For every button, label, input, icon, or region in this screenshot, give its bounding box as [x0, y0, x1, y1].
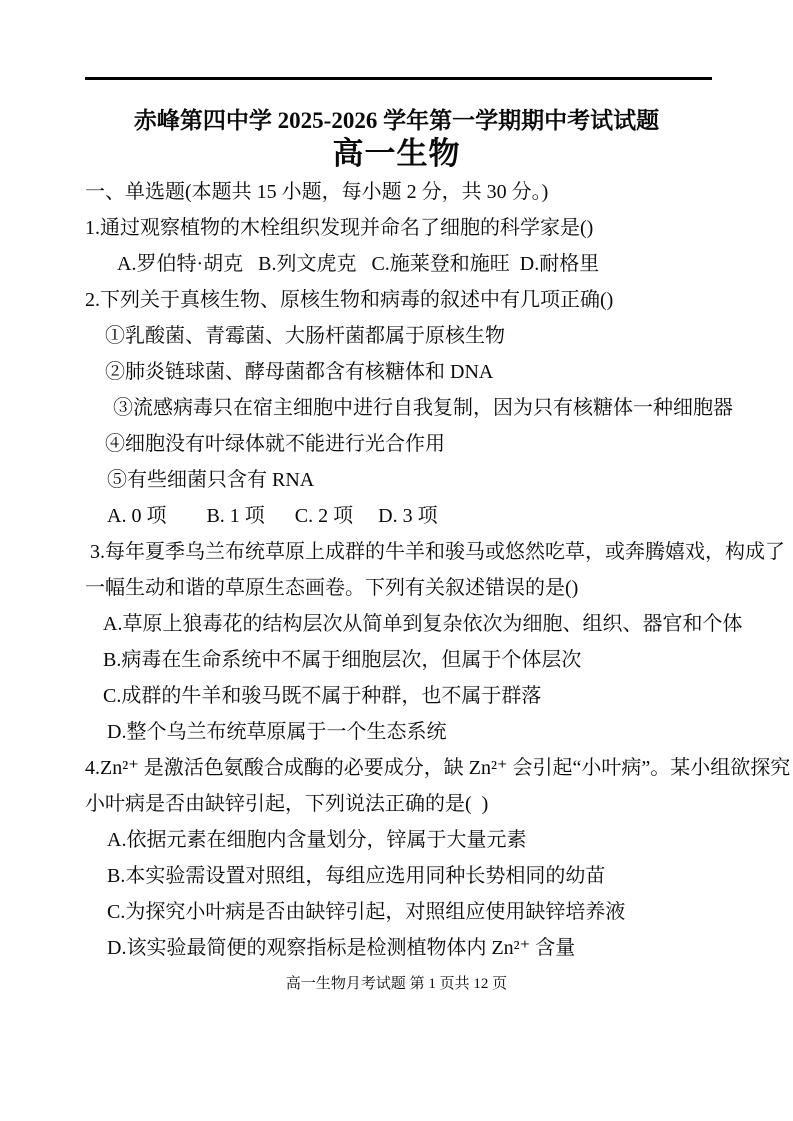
- header-rule: [85, 77, 712, 80]
- subject-title: 高一生物: [332, 136, 461, 171]
- question-1-stem: 1.通过观察植物的木栓组织发现并命名了细胞的科学家是(): [85, 217, 594, 239]
- question-2-item-1: ①乳酸菌、青霉菌、大肠杆菌都属于原核生物: [105, 325, 505, 347]
- question-4-stem-line-2: 小叶病是否由缺锌引起，下列说法正确的是( ): [85, 793, 489, 815]
- question-3-option-d: D.整个乌兰布统草原属于一个生态系统: [107, 721, 447, 743]
- question-2-item-4: ④细胞没有叶绿体就不能进行光合作用: [105, 433, 445, 455]
- question-3-option-a: A.草原上狼毒花的结构层次从简单到复杂依次为细胞、组织、器官和个体: [103, 613, 743, 635]
- question-3-stem-line-2: 一幅生动和谐的草原生态画卷。下列有关叙述错误的是(): [85, 577, 579, 599]
- question-4-option-d: D.该实验最简便的观察指标是检测植物体内 Zn²⁺ 含量: [107, 937, 576, 959]
- question-2-item-3: ③流感病毒只在宿主细胞中进行自我复制，因为只有核糖体一种细胞器: [113, 397, 733, 419]
- question-1-options-line: A.罗伯特·胡克 B.列文虎克 C.施莱登和施旺 D.耐格里: [117, 253, 600, 275]
- question-2-item-5: ⑤有些细菌只含有 RNA: [107, 469, 315, 491]
- question-2-stem: 2.下列关于真核生物、原核生物和病毒的叙述中有几项正确(): [85, 289, 614, 311]
- question-4-option-b: B.本实验需设置对照组，每组应选用同种长势相同的幼苗: [107, 865, 606, 887]
- question-4-option-a: A.依据元素在细胞内含量划分，锌属于大量元素: [107, 829, 527, 851]
- question-3-option-b: B.病毒在生命系统中不属于细胞层次，但属于个体层次: [103, 649, 582, 671]
- question-area: [85, 174, 791, 966]
- question-2-item-2: ②肺炎链球菌、酵母菌都含有核糖体和 DNA: [105, 361, 494, 383]
- question-3-option-c: C.成群的牛羊和骏马既不属于种群，也不属于群落: [103, 685, 542, 707]
- school-title: 赤峰第四中学 2025-2026 学年第一学期期中考试试题: [133, 108, 660, 133]
- page-footer: 高一生物月考试题 第 1 页共 12 页: [285, 976, 508, 992]
- question-2-options-line: A. 0 项 B. 1 项 C. 2 项 D. 3 项: [107, 505, 438, 527]
- question-4-option-c: C.为探究小叶病是否由缺锌引起，对照组应使用缺锌培养液: [107, 901, 626, 923]
- question-3-stem-line-1: 3.每年夏季乌兰布统草原上成群的牛羊和骏马或悠然吃草，或奔腾嬉戏，构成了: [85, 541, 785, 563]
- section-title: 一、单选题(本题共 15 小题，每小题 2 分，共 30 分。): [85, 181, 549, 203]
- question-4-stem-line-1: 4.Zn²⁺ 是激活色氨酸合成酶的必要成分，缺 Zn²⁺ 会引起“小叶病”。某小组欲探究: [85, 757, 791, 779]
